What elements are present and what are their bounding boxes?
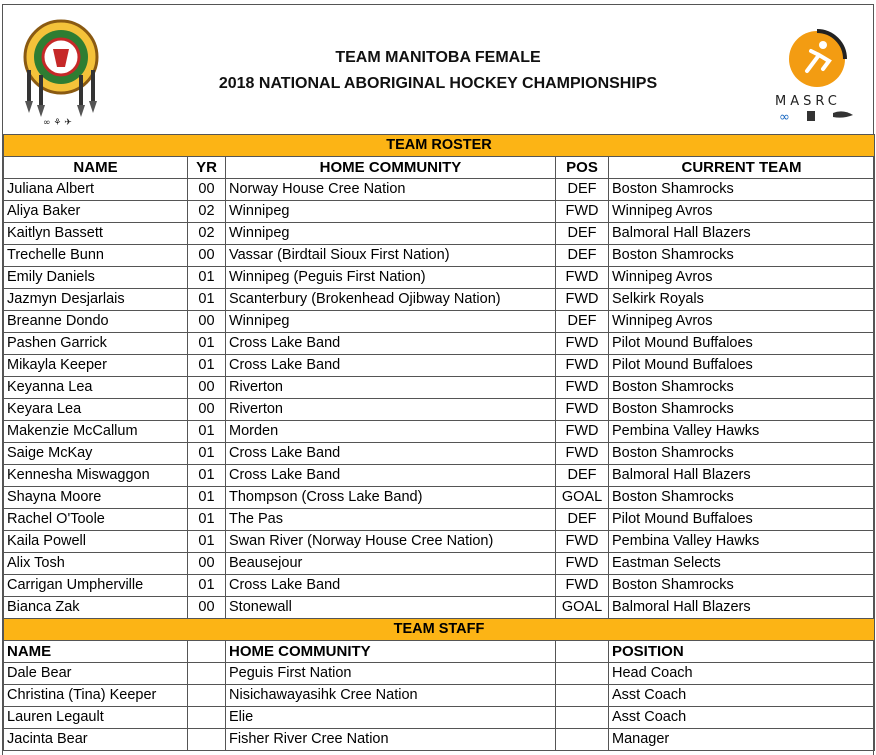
document-title: TEAM MANITOBA FEMALE — [335, 49, 541, 66]
roster-row — [4, 333, 875, 355]
staff-column-header — [556, 641, 609, 663]
roster-cell: FWD — [556, 399, 609, 421]
staff-cell — [188, 663, 226, 685]
roster-cell: Boston Shamrocks — [609, 377, 875, 399]
roster-row — [4, 267, 875, 289]
roster-cell: 01 — [188, 531, 226, 553]
staff-cell — [188, 707, 226, 729]
roster-cell: Balmoral Hall Blazers — [609, 465, 875, 487]
roster-row — [4, 531, 875, 553]
roster-cell: 01 — [188, 355, 226, 377]
staff-row — [4, 685, 875, 707]
roster-cell: Pilot Mound Buffaloes — [609, 509, 875, 531]
roster-row — [4, 487, 875, 509]
roster-cell: Boston Shamrocks — [609, 179, 875, 201]
roster-cell: Shayna Moore — [4, 487, 188, 509]
roster-cell: FWD — [556, 267, 609, 289]
roster-row — [4, 223, 875, 245]
roster-cell: 01 — [188, 509, 226, 531]
staff-cell: Dale Bear — [4, 663, 188, 685]
roster-cell: Breanne Dondo — [4, 311, 188, 333]
staff-cell — [556, 707, 609, 729]
roster-cell: GOAL — [556, 487, 609, 509]
svg-text:MASRC: MASRC — [775, 94, 841, 109]
roster-cell: Boston Shamrocks — [609, 399, 875, 421]
roster-cell: FWD — [556, 421, 609, 443]
roster-row — [4, 289, 875, 311]
roster-row — [4, 399, 875, 421]
roster-row — [4, 421, 875, 443]
roster-cell: Carrigan Umpherville — [4, 575, 188, 597]
roster-column-header: CURRENT TEAM — [609, 157, 875, 179]
roster-cell: DEF — [556, 509, 609, 531]
staff-cell: Fisher River Cree Nation — [226, 729, 556, 751]
roster-cell: Alix Tosh — [4, 553, 188, 575]
roster-cell: Mikayla Keeper — [4, 355, 188, 377]
roster-row — [4, 597, 875, 619]
roster-cell: 00 — [188, 553, 226, 575]
roster-cell: Pashen Garrick — [4, 333, 188, 355]
tournament-emblem-icon — [13, 15, 109, 127]
roster-cell: Emily Daniels — [4, 267, 188, 289]
roster-cell: Thompson (Cross Lake Band) — [226, 487, 556, 509]
document-subtitle: 2018 NATIONAL ABORIGINAL HOCKEY CHAMPIONSHIPS — [218, 75, 658, 92]
roster-cell: Riverton — [226, 377, 556, 399]
roster-cell: 00 — [188, 597, 226, 619]
roster-cell: FWD — [556, 531, 609, 553]
roster-row — [4, 443, 875, 465]
staff-cell: Head Coach — [609, 663, 875, 685]
roster-cell: Winnipeg (Peguis First Nation) — [226, 267, 556, 289]
roster-cell: Kennesha Miswaggon — [4, 465, 188, 487]
roster-cell: Pembina Valley Hawks — [609, 421, 875, 443]
document-header — [3, 5, 873, 134]
roster-cell: Winnipeg — [226, 201, 556, 223]
roster-cell: 01 — [188, 421, 226, 443]
roster-row — [4, 575, 875, 597]
staff-row — [4, 729, 875, 751]
roster-cell: Beausejour — [226, 553, 556, 575]
roster-row — [4, 179, 875, 201]
staff-band-row — [4, 619, 875, 641]
roster-row — [4, 377, 875, 399]
roster-cell: 00 — [188, 245, 226, 267]
staff-cell: Lauren Legault — [4, 707, 188, 729]
roster-cell: Rachel O'Toole — [4, 509, 188, 531]
roster-cell: Bianca Zak — [4, 597, 188, 619]
roster-cell: Winnipeg — [226, 311, 556, 333]
roster-cell: Cross Lake Band — [226, 575, 556, 597]
roster-cell: Riverton — [226, 399, 556, 421]
roster-cell: Pilot Mound Buffaloes — [609, 333, 875, 355]
roster-cell: Selkirk Royals — [609, 289, 875, 311]
roster-cell: 00 — [188, 179, 226, 201]
staff-cell: Jacinta Bear — [4, 729, 188, 751]
staff-column-header: NAME — [4, 641, 188, 663]
roster-row — [4, 245, 875, 267]
roster-cell: Boston Shamrocks — [609, 487, 875, 509]
roster-cell: Winnipeg Avros — [609, 201, 875, 223]
masrc-logo-icon — [773, 25, 865, 125]
roster-cell: DEF — [556, 311, 609, 333]
roster-column-header: POS — [556, 157, 609, 179]
staff-column-header — [188, 641, 226, 663]
roster-cell: FWD — [556, 355, 609, 377]
staff-cell — [556, 685, 609, 707]
roster-cell: Boston Shamrocks — [609, 443, 875, 465]
roster-row — [4, 553, 875, 575]
staff-header-row — [4, 641, 875, 663]
roster-cell: DEF — [556, 245, 609, 267]
roster-cell: Pembina Valley Hawks — [609, 531, 875, 553]
roster-cell: 01 — [188, 575, 226, 597]
roster-cell: Scanterbury (Brokenhead Ojibway Nation) — [226, 289, 556, 311]
roster-cell: Cross Lake Band — [226, 333, 556, 355]
roster-row — [4, 201, 875, 223]
svg-text:∞ ⚘ ✈: ∞ ⚘ ✈ — [43, 118, 72, 127]
roster-cell: 01 — [188, 465, 226, 487]
roster-cell: 01 — [188, 267, 226, 289]
staff-cell — [556, 663, 609, 685]
roster-cell: Saige McKay — [4, 443, 188, 465]
roster-cell: FWD — [556, 289, 609, 311]
roster-cell: Pilot Mound Buffaloes — [609, 355, 875, 377]
roster-sheet — [2, 4, 874, 755]
staff-column-header: POSITION — [609, 641, 875, 663]
staff-cell: Asst Coach — [609, 707, 875, 729]
roster-cell: Kaila Powell — [4, 531, 188, 553]
roster-column-header: HOME COMMUNITY — [226, 157, 556, 179]
staff-cell: Peguis First Nation — [226, 663, 556, 685]
roster-row — [4, 465, 875, 487]
roster-row — [4, 355, 875, 377]
staff-cell: Christina (Tina) Keeper — [4, 685, 188, 707]
roster-cell: 00 — [188, 311, 226, 333]
roster-row — [4, 311, 875, 333]
roster-cell: Winnipeg Avros — [609, 311, 875, 333]
roster-cell: Boston Shamrocks — [609, 245, 875, 267]
roster-cell: DEF — [556, 179, 609, 201]
staff-table — [3, 618, 875, 751]
roster-cell: FWD — [556, 443, 609, 465]
roster-band-row — [4, 135, 875, 157]
staff-cell: Manager — [609, 729, 875, 751]
svg-text:∞: ∞ — [779, 110, 790, 125]
roster-cell: DEF — [556, 465, 609, 487]
roster-cell: Boston Shamrocks — [609, 575, 875, 597]
staff-row — [4, 663, 875, 685]
roster-column-header: NAME — [4, 157, 188, 179]
roster-cell: Cross Lake Band — [226, 443, 556, 465]
roster-cell: FWD — [556, 575, 609, 597]
roster-cell: Eastman Selects — [609, 553, 875, 575]
staff-row — [4, 707, 875, 729]
roster-cell: Aliya Baker — [4, 201, 188, 223]
roster-cell: 00 — [188, 377, 226, 399]
roster-row — [4, 509, 875, 531]
roster-cell: FWD — [556, 201, 609, 223]
roster-cell: The Pas — [226, 509, 556, 531]
roster-cell: Cross Lake Band — [226, 465, 556, 487]
roster-cell: Balmoral Hall Blazers — [609, 597, 875, 619]
roster-cell: 01 — [188, 289, 226, 311]
roster-cell: Stonewall — [226, 597, 556, 619]
roster-table — [3, 134, 875, 619]
roster-cell: Morden — [226, 421, 556, 443]
roster-cell: 01 — [188, 333, 226, 355]
roster-cell: Vassar (Birdtail Sioux First Nation) — [226, 245, 556, 267]
roster-cell: 02 — [188, 223, 226, 245]
staff-band-label: TEAM STAFF — [4, 619, 875, 641]
roster-band-label: TEAM ROSTER — [4, 135, 875, 157]
roster-column-header: YR — [188, 157, 226, 179]
roster-cell: Jazmyn Desjarlais — [4, 289, 188, 311]
staff-cell: Nisichawayasihk Cree Nation — [226, 685, 556, 707]
roster-cell: 02 — [188, 201, 226, 223]
roster-cell: Cross Lake Band — [226, 355, 556, 377]
roster-cell: Trechelle Bunn — [4, 245, 188, 267]
staff-cell: Elie — [226, 707, 556, 729]
roster-cell: Winnipeg Avros — [609, 267, 875, 289]
roster-cell: FWD — [556, 553, 609, 575]
staff-cell: Asst Coach — [609, 685, 875, 707]
roster-cell: Makenzie McCallum — [4, 421, 188, 443]
roster-cell: 01 — [188, 443, 226, 465]
roster-cell: DEF — [556, 223, 609, 245]
roster-cell: Swan River (Norway House Cree Nation) — [226, 531, 556, 553]
staff-cell — [188, 685, 226, 707]
staff-cell — [188, 729, 226, 751]
staff-cell — [556, 729, 609, 751]
roster-cell: 00 — [188, 399, 226, 421]
roster-cell: Kaitlyn Bassett — [4, 223, 188, 245]
roster-cell: Keyara Lea — [4, 399, 188, 421]
roster-cell: Balmoral Hall Blazers — [609, 223, 875, 245]
roster-cell: Norway House Cree Nation — [226, 179, 556, 201]
roster-cell: GOAL — [556, 597, 609, 619]
staff-column-header: HOME COMMUNITY — [226, 641, 556, 663]
roster-header-row — [4, 157, 875, 179]
roster-cell: 01 — [188, 487, 226, 509]
roster-cell: FWD — [556, 333, 609, 355]
roster-cell: FWD — [556, 377, 609, 399]
roster-cell: Winnipeg — [226, 223, 556, 245]
roster-cell: Juliana Albert — [4, 179, 188, 201]
roster-cell: Keyanna Lea — [4, 377, 188, 399]
